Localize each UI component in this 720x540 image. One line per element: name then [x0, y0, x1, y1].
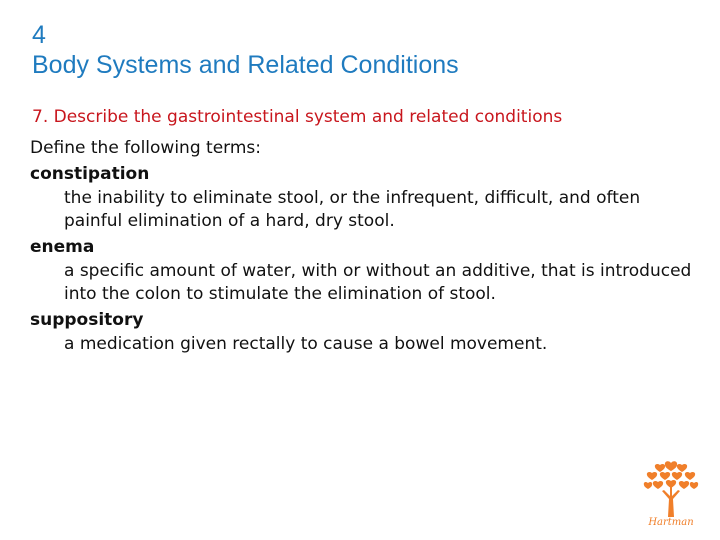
term-suppository: suppository [30, 310, 144, 330]
term-constipation: constipation [30, 164, 150, 184]
chapter-title: Body Systems and Related Conditions [32, 51, 459, 79]
slide-body [30, 136, 698, 356]
definition-constipation: the inability to eliminate stool, or the infrequent, difficult, and often painful elimination of a hard, dry stool. [64, 188, 641, 231]
intro-text: Define the following terms: [30, 138, 261, 158]
chapter-number: 4 [32, 21, 46, 49]
definition-enema: a specific amount of water, with or without an additive, that is introduced into the colon to stimulate the elimination of stool. [64, 261, 692, 304]
term-enema: enema [30, 237, 95, 257]
slide-title [32, 20, 459, 80]
hartman-logo [640, 455, 702, 533]
definition-suppository: a medication given rectally to cause a bowel movement. [64, 334, 548, 354]
logo-wordmark: Hartman [648, 517, 694, 528]
learning-objective: 7. Describe the gastrointestinal system and related conditions [32, 107, 563, 127]
